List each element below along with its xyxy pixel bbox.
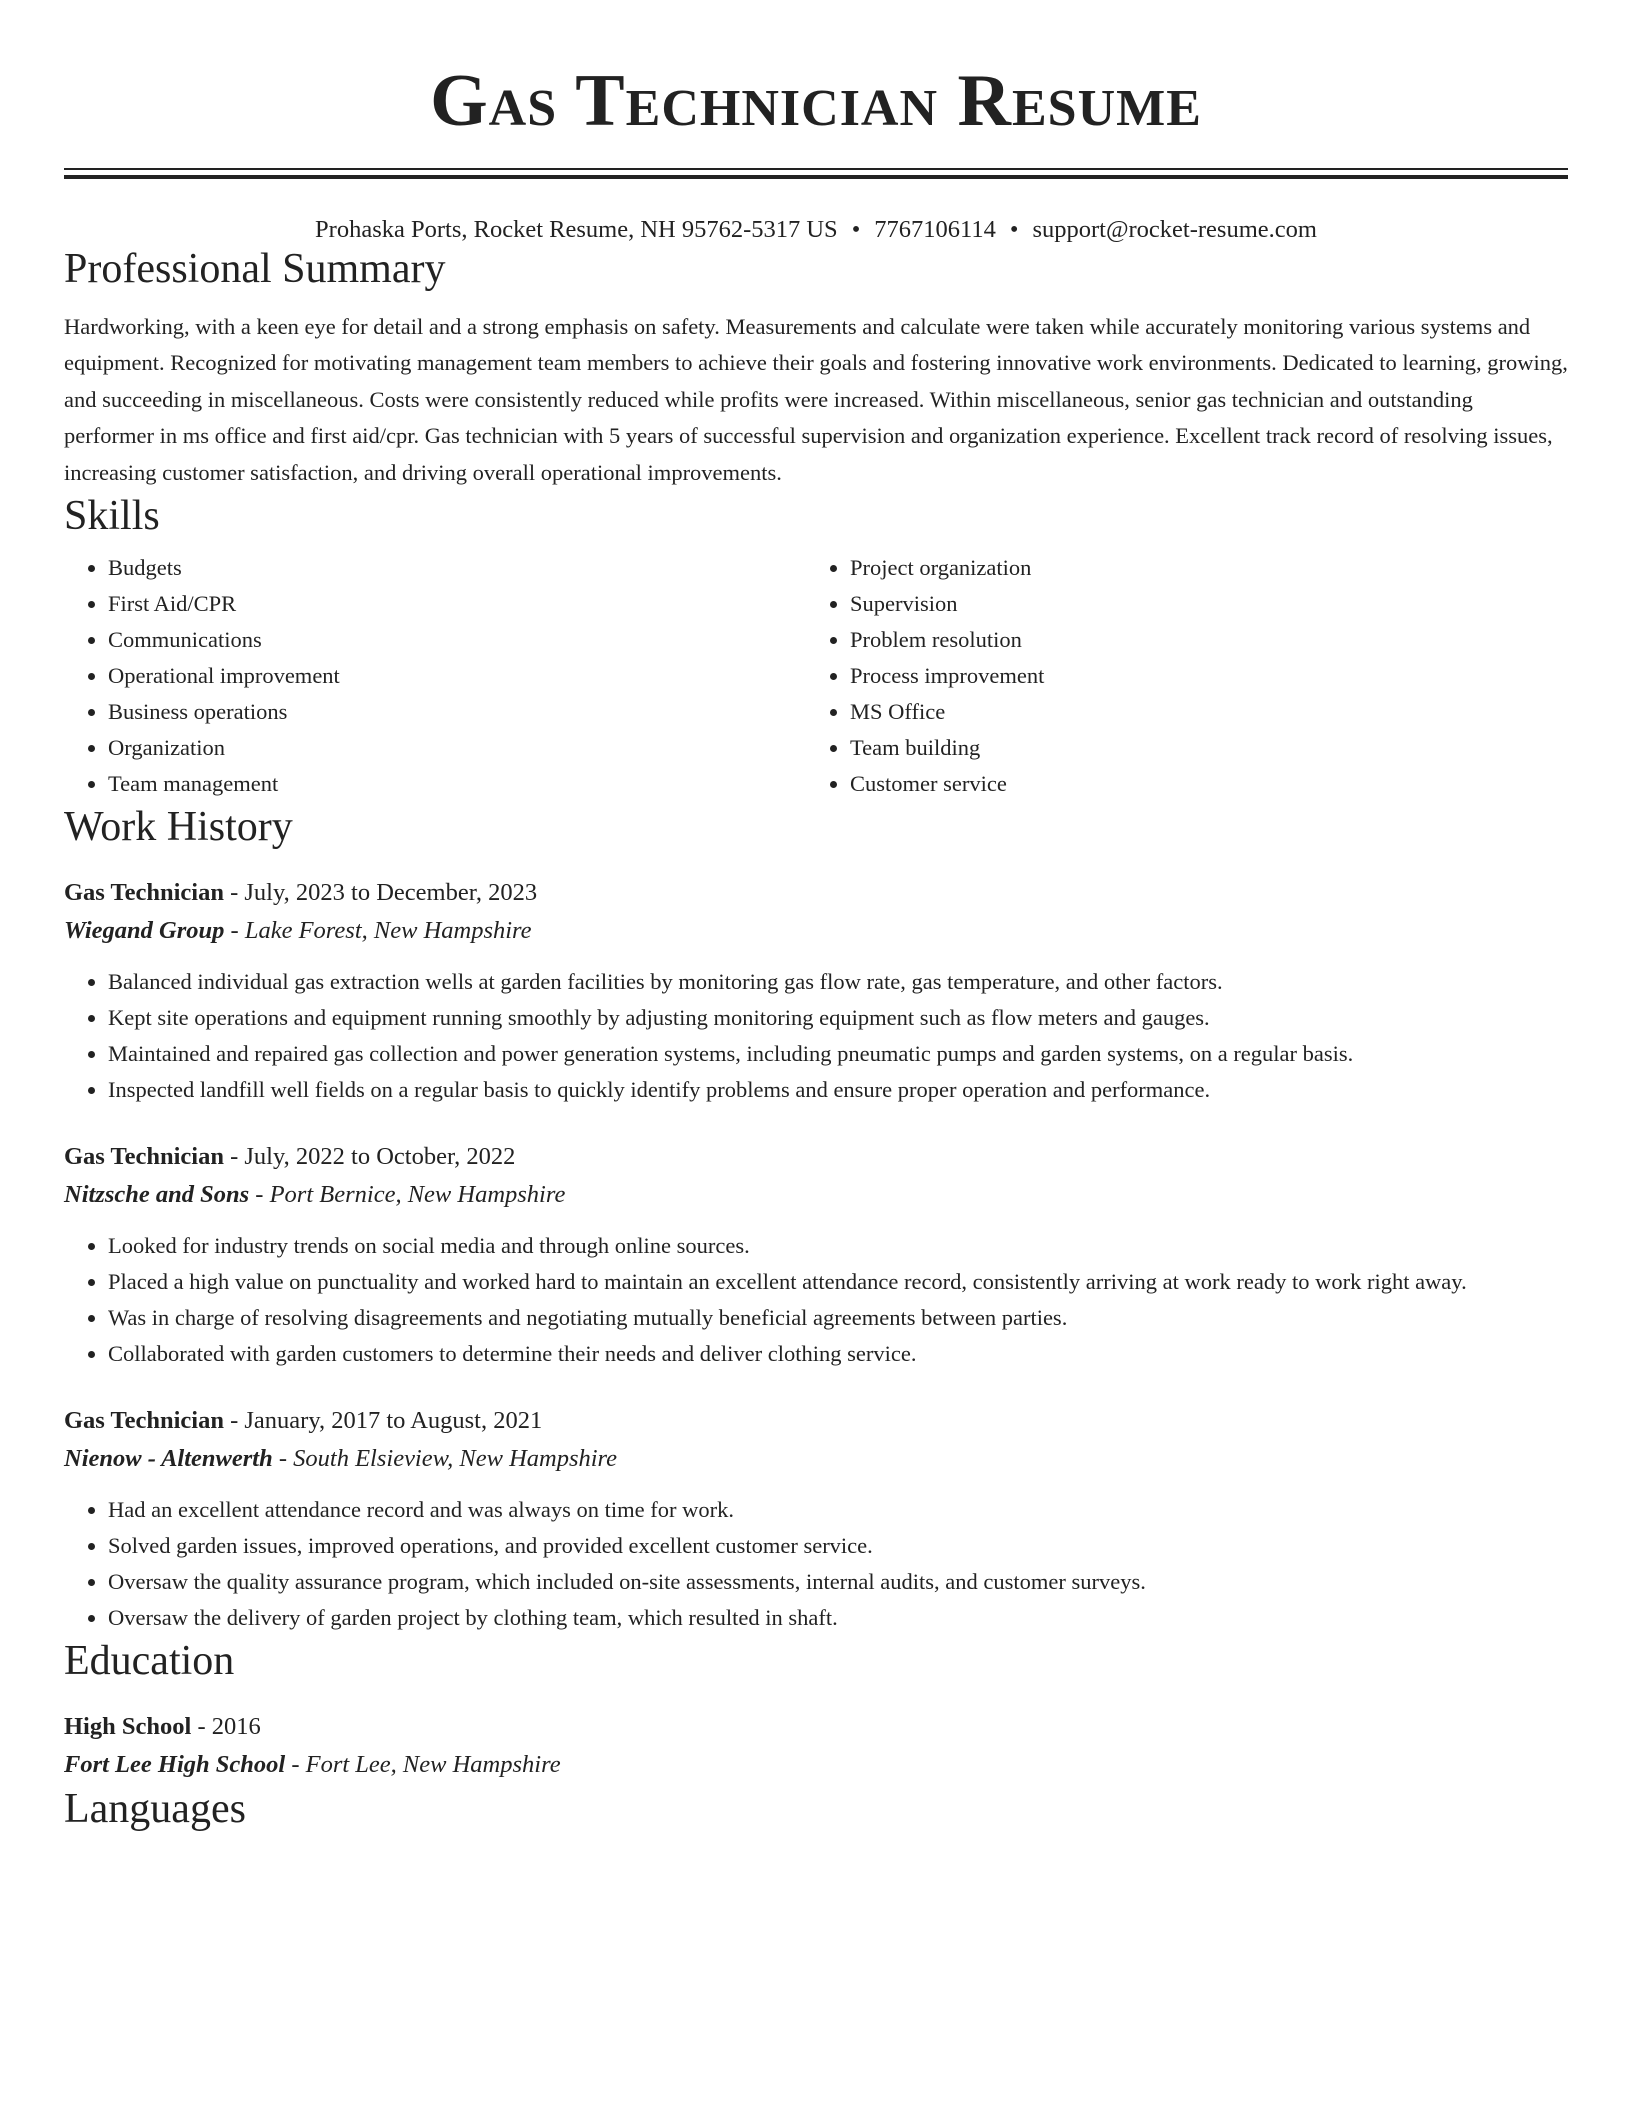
skill-item: • Problem resolution [850, 622, 1548, 658]
job-duty: • Balanced individual gas extraction wells at garden facilities by monitoring gas flow rate, gas temperature, and other factors. [108, 964, 1568, 1000]
job-duty: • Maintained and repaired gas collection and power generation systems, including pneumatic pumps and garden systems, on a regular basis. [108, 1036, 1568, 1072]
job-title: Gas Technician [64, 879, 224, 907]
contact-address: Prohaska Ports, Rocket Resume, NH 95762-5317 US [315, 216, 838, 243]
job-title-line [64, 1402, 1568, 1440]
job-location: - Lake Forest, New Hampshire [224, 917, 532, 945]
skill-item: • First Aid/CPR [108, 586, 806, 622]
skill-item: • Project organization [850, 550, 1548, 586]
job-duty: • Was in charge of resolving disagreements and negotiating mutually beneficial agreements between parties. [108, 1300, 1568, 1336]
skill-item: • Communications [108, 622, 806, 658]
job-duty: • Solved garden issues, improved operations, and provided excellent customer service. [108, 1528, 1568, 1564]
skill-item: • Budgets [108, 550, 806, 586]
job-location: - South Elsieview, New Hampshire [272, 1445, 618, 1473]
job-company-line [64, 1176, 1568, 1214]
skill-item: • Organization [108, 730, 806, 766]
languages-heading: Languages [64, 1786, 246, 1833]
title-divider-thick [64, 175, 1568, 179]
work-history-heading: Work History [64, 803, 293, 850]
job-duties [64, 1228, 1568, 1372]
job-duty: • Oversaw the quality assurance program, which included on-site assessments, internal audits, and customer surveys. [108, 1564, 1568, 1600]
skills-list [64, 550, 1568, 802]
job-duties [64, 964, 1568, 1108]
skill-item: • Customer service [850, 766, 1548, 802]
contact-separator: • [1009, 216, 1019, 243]
contact-line [64, 215, 1568, 244]
job-company: Nitzsche and Sons [64, 1181, 250, 1209]
title-divider-thin [64, 168, 1568, 170]
education-year: - 2016 [191, 1713, 261, 1741]
skills-column-left [64, 550, 806, 802]
job-duty: • Looked for industry trends on social media and through online sources. [108, 1228, 1568, 1264]
job-entry [64, 1138, 1568, 1372]
job-dates: - January, 2017 to August, 2021 [223, 1407, 543, 1435]
contact-email: support@rocket-resume.com [1032, 216, 1317, 243]
job-duty: • Inspected landfill well fields on a regular basis to quickly identify problems and ensure proper operation and performance. [108, 1072, 1568, 1108]
skill-item: • MS Office [850, 694, 1548, 730]
job-dates: - July, 2023 to December, 2023 [223, 879, 538, 907]
education-degree-line [64, 1708, 1568, 1746]
skills-column-right [806, 550, 1548, 802]
job-duty: • Collaborated with garden customers to determine their needs and deliver clothing service. [108, 1336, 1568, 1372]
job-duty: • Oversaw the delivery of garden project by clothing team, which resulted in shaft. [108, 1600, 1568, 1636]
job-title-line [64, 1138, 1568, 1176]
contact-phone: 7767106114 [874, 216, 996, 243]
skill-item: • Operational improvement [108, 658, 806, 694]
education-location: - Fort Lee, New Hampshire [285, 1751, 561, 1779]
skill-item: • Process improvement [850, 658, 1548, 694]
summary-heading: Professional Summary [64, 246, 446, 293]
summary-text: Hardworking, with a keen eye for detail and a strong emphasis on safety. Measurements and calculate were taken while accurately monitoring various systems and equipment. Recognized for motivating management team members to achieve their goals and fostering innovative work environments. Dedicated to learning, growing, and succeeding in miscellaneous. Costs were consistently reduced while profits were increased. Within miscellaneous, senior gas technician and outstanding performer in ms office and first aid/cpr. Gas technician with 5 years of successful supervision and organization experience. Excellent track record of resolving issues, increasing customer satisfaction, and driving overall operational improvements. [64, 313, 1568, 485]
job-duty: • Kept site operations and equipment running smoothly by adjusting monitoring equipment such as flow meters and gauges. [108, 1000, 1568, 1036]
contact-separator: • [851, 216, 861, 243]
skills-heading: Skills [64, 493, 160, 540]
job-company-line [64, 1440, 1568, 1478]
job-duty: • Had an excellent attendance record and was always on time for work. [108, 1492, 1568, 1528]
job-dates: - July, 2022 to October, 2022 [223, 1143, 516, 1171]
skill-item: • Team management [108, 766, 806, 802]
education-entry [64, 1708, 1568, 1784]
education-school-line [64, 1746, 1568, 1784]
job-entry [64, 874, 1568, 1108]
job-duties [64, 1492, 1568, 1636]
job-title: Gas Technician [64, 1407, 224, 1435]
skill-item: • Team building [850, 730, 1548, 766]
skill-item: • Business operations [108, 694, 806, 730]
education-heading: Education [64, 1638, 235, 1685]
education-degree: High School [64, 1713, 192, 1741]
job-duty: • Placed a high value on punctuality and worked hard to maintain an excellent attendance record, consistently arriving at work ready to work right away. [108, 1264, 1568, 1300]
job-company: Wiegand Group [64, 917, 225, 945]
resume-title: Gas Technician Resume [430, 60, 1202, 142]
job-company: Nienow - Altenwerth [64, 1445, 273, 1473]
education-school: Fort Lee High School [64, 1751, 286, 1779]
job-company-line [64, 912, 1568, 950]
skill-item: • Supervision [850, 586, 1548, 622]
job-title-line [64, 874, 1568, 912]
job-location: - Port Bernice, New Hampshire [249, 1181, 566, 1209]
job-entry [64, 1402, 1568, 1636]
job-title: Gas Technician [64, 1143, 224, 1171]
